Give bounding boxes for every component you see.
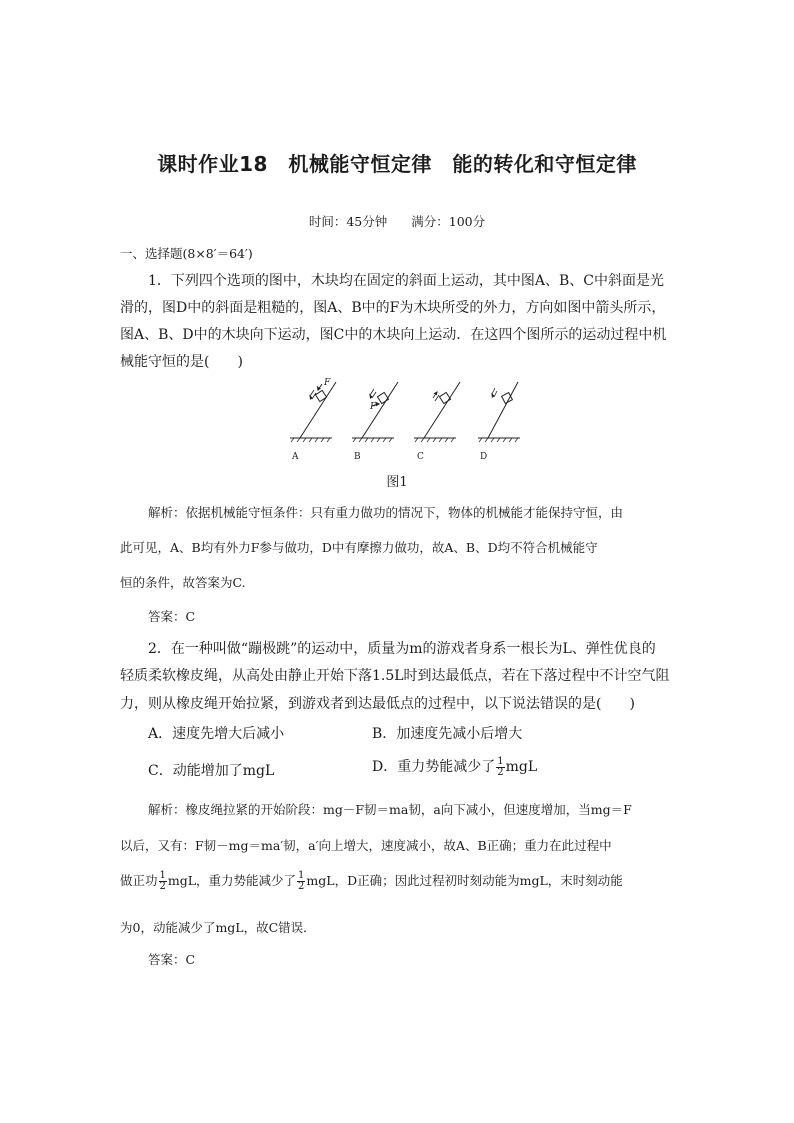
q1-analysis-line-2: 此可见，A、B均有外力F参与做功，D中有摩擦力做功，故A、B、D均不符合机械能守 <box>120 540 598 555</box>
page-title: 课时作业18 机械能守恒定律 能的转化和守恒定律 <box>157 152 637 176</box>
q1-text-line-4: 械能守恒的是( ) <box>120 354 243 370</box>
figure-label-d: D <box>480 452 488 462</box>
full-score: 满分：100分 <box>411 214 486 229</box>
q1-text-line-1: 1．下列四个选项的图中，木块均在固定的斜面上运动，其中图A、B、C中斜面是光 <box>148 273 665 289</box>
q1-text-line-2: 滑的，图D中的斜面是粗糙的，图A、B中的F为木块所受的外力，方向如图中箭头所示， <box>120 300 666 316</box>
force-label-a: F <box>324 378 331 388</box>
force-label-b: F <box>370 402 377 412</box>
incline-diagram-b <box>352 382 398 442</box>
figure-label-b: B <box>354 452 361 462</box>
incline-diagram-a <box>290 382 336 442</box>
answer-label: 答案： <box>148 952 186 967</box>
fraction-half: $\frac{1}{2}$ <box>298 870 305 892</box>
incline-diagram-c <box>414 382 460 442</box>
fraction-half: $\frac{1}{2}$ <box>497 755 504 778</box>
incline-figure <box>282 376 522 462</box>
q2-analysis-line-4: 为0，动能减少了mgL，故C错误． <box>120 920 316 935</box>
exam-meta <box>0 212 794 230</box>
section-heading: 一、选择题(8×8′＝64′) <box>120 246 253 261</box>
q2-text-line-3: 力，则从橡皮绳开始拉紧，到游戏者到达最低点的过程中，以下说法错误的是( ) <box>120 696 635 712</box>
figure-label-c: C <box>417 452 424 462</box>
fraction-half: $\frac{1}{2}$ <box>159 870 166 892</box>
option-d-prefix: D．重力势能减少了 <box>372 759 496 775</box>
figure-caption: 图1 <box>386 475 408 490</box>
incline-diagram-d <box>478 382 520 442</box>
q2-option-b: B．加速度先减小后增大 <box>372 726 523 742</box>
answer-value: C <box>185 609 196 624</box>
q2-text-line-1: 2．在一种叫做“蹦极跳”的运动中，质量为m的游戏者身系一根长为L、弹性优良的 <box>148 641 656 657</box>
q2-answer <box>148 950 678 968</box>
q1-analysis-line-3: 恒的条件，故答案为C. <box>120 575 246 590</box>
q2-analysis-line-1: 解析：橡皮绳拉紧的开始阶段：mg－F韧＝ma韧，a向下减小，但速度增加，当mg＝F <box>148 802 632 817</box>
q2-analysis-line-3: 做正功 $\frac{1}{2}$ mgL，重力势能减少了 $\frac{1}{2}$ mgL，D正确；因此过程初时刻动能为mgL，末时刻动能 <box>120 870 623 892</box>
q2-option-a: A．速度先增大后减小 <box>148 726 285 742</box>
q2-option-d <box>372 756 537 778</box>
answer-value: C <box>185 952 196 967</box>
answer-label: 答案： <box>148 609 186 624</box>
q1-answer <box>148 607 678 625</box>
figure-label-a: A <box>292 452 299 462</box>
q1-analysis-line-1: 解析：依据机械能守恒条件：只有重力做功的情况下，物体的机械能才能保持守恒，由 <box>148 505 624 520</box>
q2-text-line-2: 轻质柔软橡皮绳，从高处由静止开始下落1.5L时到达最低点，若在下落过程中不计空气阻 <box>120 668 670 684</box>
q2-analysis-line-2: 以后，又有：F韧－mg＝ma′韧，a′向上增大，速度减小，故A、B正确；重力在此过程中 <box>120 838 612 853</box>
time-limit: 时间：45分钟 <box>308 214 388 229</box>
q1-text-line-3: 图A、B、D中的木块向下运动，图C中的木块向上运动．在这四个图所示的运动过程中机 <box>120 327 667 343</box>
option-d-suffix: mgL <box>505 759 538 775</box>
q2-option-c: C．动能增加了mgL <box>148 763 275 779</box>
